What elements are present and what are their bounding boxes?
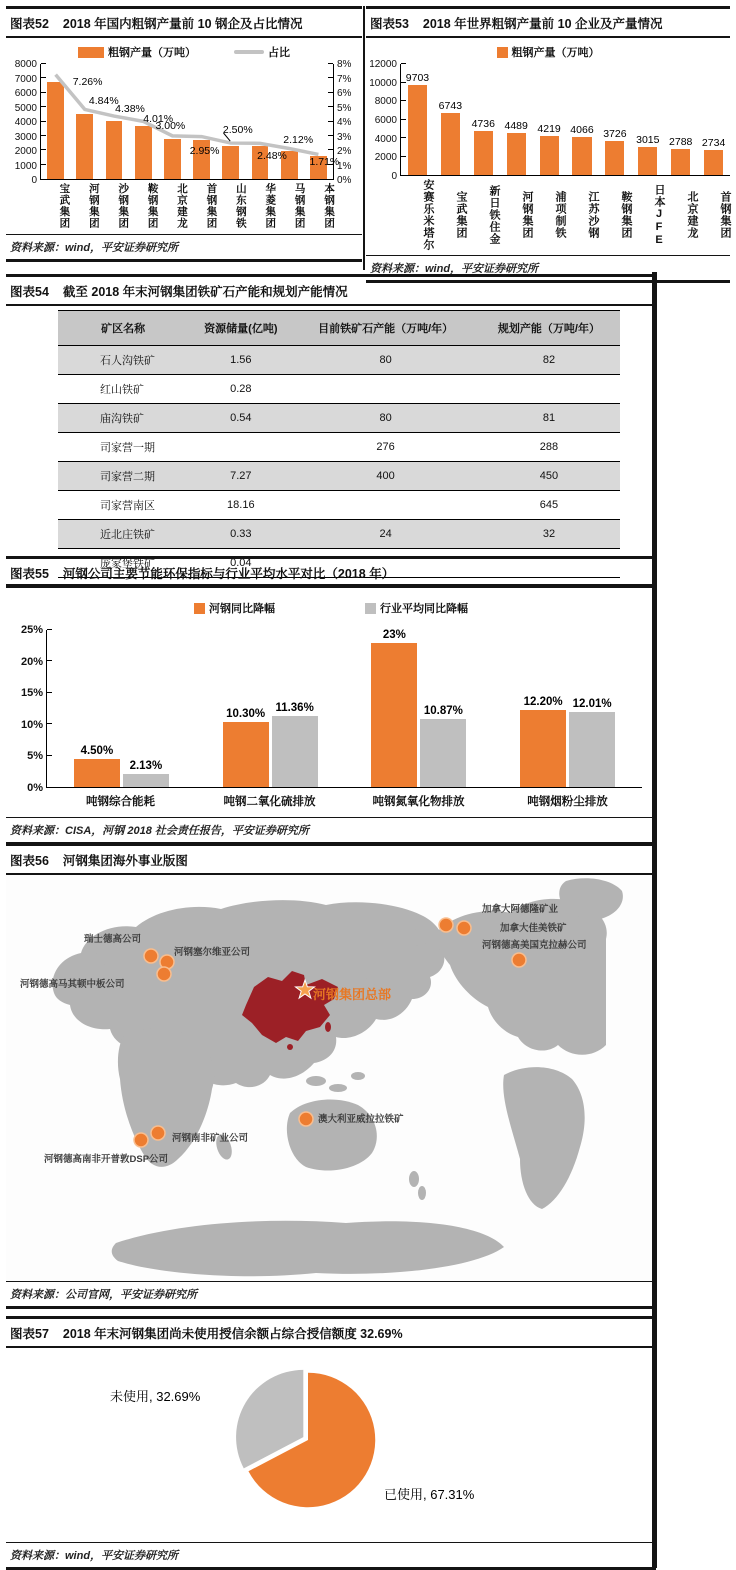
y-axis-tick: 8000 xyxy=(374,96,397,108)
pie-svg xyxy=(222,1354,394,1526)
table-cell: 82 xyxy=(478,346,620,375)
axis-tick-mark xyxy=(47,692,52,693)
chart52 xyxy=(6,59,362,186)
y-axis-tick: 0 xyxy=(391,171,397,182)
x-axis-category: 吨钢氮氧化物排放 xyxy=(372,796,465,808)
bar-slot xyxy=(434,64,467,175)
y-axis-tick: 2000 xyxy=(374,152,397,164)
source-note: 资料来源：wind，平安证券研究所 xyxy=(366,255,730,283)
y-axis-tick: 10000 xyxy=(369,77,397,89)
bar-value-label: 4489 xyxy=(504,120,528,133)
bar-value-label: 4066 xyxy=(570,124,594,137)
bar-slot xyxy=(598,64,631,175)
axis-tick-mark xyxy=(401,119,406,120)
bar xyxy=(371,643,417,787)
bar-value-label: 4736 xyxy=(471,118,495,131)
table-cell: 红山铁矿 xyxy=(58,375,188,404)
table-cell: 近北庄铁矿 xyxy=(58,520,188,549)
table-cell: 1.56 xyxy=(188,346,293,375)
section-tag: 图表52 xyxy=(10,17,49,31)
bar-group xyxy=(47,630,196,787)
x-axis-category: 山东钢铁 xyxy=(234,183,247,229)
bar-group xyxy=(493,630,642,787)
axis-tick-mark xyxy=(47,629,52,630)
y-axis-tick: 10% xyxy=(20,718,43,731)
section-tag: 图表57 xyxy=(10,1327,49,1341)
chart52-x-axis-labels xyxy=(40,183,334,229)
map-site-label: 河钢德高美国克拉赫公司 xyxy=(482,940,587,951)
y-axis-tick: 3000 xyxy=(14,131,37,143)
y-axis-tick: 5% xyxy=(27,750,43,763)
y-axis-tick: 25% xyxy=(20,624,43,636)
section-tag: 图表55 xyxy=(10,567,49,581)
bar xyxy=(638,147,657,175)
source-note: 资料来源：wind，平安证券研究所 xyxy=(6,234,362,262)
legend-item-production xyxy=(78,44,196,60)
bar-value-label: 3015 xyxy=(636,134,660,147)
table-row xyxy=(58,375,620,404)
map-site-label: 河钢德高南非开普敦DSP公司 xyxy=(44,1154,169,1165)
bar-value-label: 11.36% xyxy=(275,701,314,714)
map-site-label: 加拿大佳美铁矿 xyxy=(500,923,567,934)
y-axis-tick: 1000 xyxy=(14,160,37,172)
legend-item-industry xyxy=(365,600,468,616)
x-axis-category: 河钢集团 xyxy=(521,191,533,239)
source-note: 资料来源：wind，平安证券研究所 xyxy=(6,1542,656,1570)
x-axis-category: 宝武集团 xyxy=(58,183,71,229)
legend-label: 占比 xyxy=(268,47,290,59)
site-marker-icon xyxy=(439,918,453,932)
site-marker-icon xyxy=(134,1133,148,1147)
section-tag: 图表54 xyxy=(10,285,49,299)
x-axis-category: 河钢集团 xyxy=(87,183,100,229)
chart52-plot-area xyxy=(40,64,340,180)
bar-value-label: 10.30% xyxy=(226,708,266,721)
table-row xyxy=(58,346,620,375)
section-header-54 xyxy=(6,274,656,306)
bar-value-label: 4.50% xyxy=(80,744,114,757)
iron-ore-capacity-table xyxy=(58,310,620,578)
uk-island xyxy=(91,953,105,973)
source-note: 资料来源：公司官网，平安证券研究所 xyxy=(6,1281,656,1309)
table-row xyxy=(58,433,620,462)
x-axis-category: 新日铁住金 xyxy=(488,185,500,245)
chart53 xyxy=(366,59,730,182)
y-axis-tick: 12000 xyxy=(369,59,397,70)
chart53-x-axis-labels xyxy=(400,179,730,251)
section-title: 2018 年世界粗钢产量前 10 企业及产量情况 xyxy=(422,17,663,31)
y-axis-tick: 4% xyxy=(337,117,352,128)
bar xyxy=(474,131,493,175)
table-cell: 司家营一期 xyxy=(58,433,188,462)
site-marker-icon xyxy=(512,953,526,967)
table-cell: 7.27 xyxy=(188,462,293,491)
bar-group xyxy=(196,630,345,787)
y-axis-tick: 2000 xyxy=(14,146,37,157)
chart52-legend xyxy=(6,44,362,60)
x-axis-category: 宝武集团 xyxy=(455,191,467,239)
table-header-cell: 资源储量(亿吨) xyxy=(188,311,293,346)
bar xyxy=(408,85,427,175)
bar-value-label: 6743 xyxy=(438,99,463,112)
table-cell: 80 xyxy=(293,346,478,375)
table-cell: 32 xyxy=(478,520,620,549)
table-cell: 80 xyxy=(293,404,478,433)
axis-tick-mark xyxy=(401,82,406,83)
bar xyxy=(223,722,269,787)
y-axis-tick: 20% xyxy=(20,655,43,668)
pie-label-unused: 未使用, 32.69% xyxy=(110,1389,201,1404)
section-header-56 xyxy=(6,843,656,875)
bar-slot xyxy=(697,64,730,175)
section-tag: 图表53 xyxy=(370,17,409,31)
site-marker-icon xyxy=(157,967,171,981)
x-axis-category: 华菱集团 xyxy=(264,183,277,229)
x-axis-category: 北京建龙 xyxy=(686,191,698,239)
bar-slot xyxy=(631,64,664,175)
bar-wrapper xyxy=(272,630,318,787)
bar-value-label: 23% xyxy=(382,628,406,641)
bar xyxy=(420,719,466,787)
hainan-island xyxy=(287,1044,293,1050)
bar-value-label: 10.87% xyxy=(423,704,463,717)
chart55 xyxy=(6,624,656,794)
axis-tick-mark xyxy=(401,100,406,101)
table-cell: 司家营二期 xyxy=(58,462,188,491)
table-cell: 450 xyxy=(478,462,620,491)
bar-wrapper xyxy=(520,630,566,787)
gray-line-swatch-icon xyxy=(234,50,264,54)
x-axis-category: 鞍钢集团 xyxy=(146,183,159,229)
legend-label: 粗钢产量（万吨） xyxy=(511,47,600,59)
axis-tick-mark xyxy=(47,755,52,756)
bar xyxy=(74,759,120,787)
table-cell xyxy=(293,491,478,520)
table-cell: 石人沟铁矿 xyxy=(58,346,188,375)
bar-slot xyxy=(533,64,566,175)
line-point-label: 4.38% xyxy=(115,103,145,116)
bar-group xyxy=(345,630,494,787)
line-point-label: 2.50% xyxy=(222,124,253,137)
bar-value-label: 3726 xyxy=(603,127,627,140)
orange-square-swatch-icon xyxy=(194,603,205,614)
hq-label: 河钢集团总部 xyxy=(313,987,392,1002)
y-axis-tick: 0% xyxy=(27,782,43,794)
y-axis-tick: 7% xyxy=(337,73,352,85)
bar xyxy=(704,150,723,175)
section-header-52 xyxy=(6,6,362,38)
y-axis-tick: 5% xyxy=(337,102,352,114)
legend-item-hbis xyxy=(194,600,275,616)
line-point-label: 4.01% xyxy=(143,113,174,126)
panel-table54 xyxy=(6,274,656,587)
y-axis-tick: 3% xyxy=(337,131,352,143)
orange-bar-swatch-icon xyxy=(497,47,508,58)
map-site-label: 瑞士德高公司 xyxy=(84,934,142,945)
table-row xyxy=(58,520,620,549)
x-axis-category: 吨钢综合能耗 xyxy=(86,796,155,808)
bar-slot xyxy=(467,64,500,175)
table-cell: 81 xyxy=(478,404,620,433)
axis-tick-mark xyxy=(401,156,406,157)
credit-pie-chart xyxy=(6,1348,654,1542)
bar xyxy=(569,712,615,787)
chart52-y-axis-left xyxy=(6,59,40,186)
section-title: 河钢集团海外事业版图 xyxy=(62,854,188,868)
world-map xyxy=(6,875,654,1281)
x-axis-category: 北京建龙 xyxy=(176,183,189,229)
section-title: 2018 年国内粗钢产量前 10 钢企及占比情况 xyxy=(62,17,303,31)
chart55-plot-area xyxy=(46,630,642,788)
section-title: 2018 年末河钢集团尚未使用授信余额占综合授信额度 32.69% xyxy=(62,1327,403,1341)
bar xyxy=(272,716,318,787)
panel-chart57 xyxy=(6,1316,656,1570)
x-axis-category: 浦项制铁 xyxy=(554,191,566,239)
section-title: 河钢公司主要节能环保指标与行业平均水平对比（2018 年） xyxy=(62,567,395,581)
line-point-label: 3.00% xyxy=(155,119,186,132)
y-axis-tick: 8% xyxy=(337,59,352,70)
legend-label: 河钢同比降幅 xyxy=(209,603,275,615)
chart53-plot-area xyxy=(400,64,730,176)
table-cell: 645 xyxy=(478,491,620,520)
bar xyxy=(441,113,460,175)
x-axis-category: 鞍钢集团 xyxy=(620,191,632,239)
y-axis-tick: 1% xyxy=(337,160,352,172)
table-cell: 400 xyxy=(293,462,478,491)
south-america-landmass xyxy=(503,1067,584,1209)
x-axis-category: 沙钢集团 xyxy=(117,183,130,229)
table-row xyxy=(58,491,620,520)
legend-item-share xyxy=(234,44,290,60)
map-site-label: 河钢南非矿业公司 xyxy=(172,1133,249,1144)
table-row xyxy=(58,404,620,433)
map-site-label: 河钢德高马其顿中板公司 xyxy=(20,979,125,990)
bar xyxy=(671,149,690,175)
y-axis-tick: 4000 xyxy=(14,117,37,128)
chart55-legend xyxy=(6,600,656,616)
table-cell xyxy=(478,375,620,404)
y-axis-tick: 8000 xyxy=(14,59,37,70)
pie-label-used: 已使用, 67.31% xyxy=(384,1487,475,1502)
x-axis-category: 本钢集团 xyxy=(323,183,336,229)
section-header-57 xyxy=(6,1316,656,1348)
axis-tick-mark xyxy=(401,63,406,64)
table-cell: 0.33 xyxy=(188,520,293,549)
legend-label: 行业平均同比降幅 xyxy=(380,603,468,615)
bar-value-label: 2734 xyxy=(701,136,726,149)
bar-value-label: 9703 xyxy=(405,72,430,85)
section-header-53 xyxy=(366,6,730,38)
source-note: 资料来源：CISA，河钢 2018 社会责任报告，平安证券研究所 xyxy=(6,817,656,845)
bar-wrapper xyxy=(223,630,269,787)
table-header-cell: 规划产能（万吨/年） xyxy=(478,311,620,346)
bar-value-label: 2788 xyxy=(669,136,693,149)
panel-chart53 xyxy=(366,6,730,283)
section-header-55 xyxy=(6,556,656,588)
bar-slot xyxy=(566,64,599,175)
table-cell: 18.16 xyxy=(188,491,293,520)
table-header-row xyxy=(58,311,620,346)
table-header-cell: 矿区名称 xyxy=(58,311,188,346)
chart55-x-axis-labels xyxy=(46,793,642,809)
section-title: 截至 2018 年末河钢集团铁矿石产能和规划产能情况 xyxy=(62,285,348,299)
site-marker-icon xyxy=(299,1112,313,1126)
table-cell: 288 xyxy=(478,433,620,462)
x-axis-category: 江苏沙钢 xyxy=(587,191,599,239)
bar-value-label: 12.20% xyxy=(523,696,563,709)
line-point-label: 7.26% xyxy=(72,75,103,88)
bar xyxy=(572,137,591,175)
bar-slot xyxy=(664,64,697,175)
page-right-rule xyxy=(652,272,657,1568)
table-cell: 0.54 xyxy=(188,404,293,433)
bar-slot xyxy=(500,64,533,175)
line-point-label: 1.71% xyxy=(309,156,340,169)
axis-tick-mark xyxy=(47,660,52,661)
line-point-label: 4.84% xyxy=(88,95,119,108)
bar-value-label: 12.01% xyxy=(572,697,612,710)
orange-bar-swatch-icon xyxy=(78,47,104,58)
site-marker-icon xyxy=(457,921,471,935)
legend-label: 粗钢产量（万吨） xyxy=(108,47,196,59)
table-cell: 庞家堡铁矿 xyxy=(58,549,188,578)
chart55-y-axis xyxy=(6,624,46,794)
chart52-y-axis-right xyxy=(334,59,362,186)
bar-wrapper xyxy=(123,630,169,787)
x-axis-category: 安赛乐米塔尔 xyxy=(422,179,434,251)
legend-item-production xyxy=(497,44,600,60)
table-cell: 276 xyxy=(293,433,478,462)
table-cell: 24 xyxy=(293,520,478,549)
x-axis-category: 日本JFE xyxy=(653,183,665,247)
panel-divider xyxy=(363,6,365,270)
y-axis-tick: 6000 xyxy=(374,115,397,126)
x-axis-category: 首钢集团 xyxy=(205,183,218,229)
map-site-label: 河钢塞尔维亚公司 xyxy=(174,947,251,958)
bar xyxy=(123,774,169,787)
table-row xyxy=(58,462,620,491)
y-axis-tick: 2% xyxy=(337,146,352,157)
x-axis-category: 吨钢二氧化硫排放 xyxy=(223,796,316,808)
y-axis-tick: 6% xyxy=(337,88,352,99)
bar-value-label: 2.13% xyxy=(129,759,163,772)
bar xyxy=(605,141,624,175)
antarctica-landmass xyxy=(112,1221,504,1276)
table-cell: 0.04 xyxy=(188,549,293,578)
chart53-y-axis xyxy=(366,59,400,182)
x-axis-category: 吨钢烟粉尘排放 xyxy=(527,796,608,808)
map-site-label: 澳大利亚威拉拉铁矿 xyxy=(318,1114,404,1125)
africa-landmass xyxy=(118,1029,214,1167)
gray-square-swatch-icon xyxy=(365,603,376,614)
y-axis-tick: 6000 xyxy=(14,88,37,99)
bar xyxy=(507,133,526,175)
axis-tick-mark xyxy=(401,137,406,138)
bar xyxy=(520,710,566,787)
bar-wrapper xyxy=(569,630,615,787)
y-axis-tick: 0 xyxy=(31,175,37,186)
bar xyxy=(540,136,559,175)
panel-chart52 xyxy=(6,6,362,262)
line-point-label: 2.95% xyxy=(189,144,220,157)
table-cell: 庙沟铁矿 xyxy=(58,404,188,433)
y-axis-tick: 0% xyxy=(337,175,352,186)
axis-tick-mark xyxy=(47,723,52,724)
bar-wrapper xyxy=(74,630,120,787)
table-cell xyxy=(293,375,478,404)
site-marker-icon xyxy=(151,1126,165,1140)
line-point-label: 2.48% xyxy=(257,150,287,163)
table-header-cell: 目前铁矿石产能（万吨/年） xyxy=(293,311,478,346)
y-axis-tick: 5000 xyxy=(14,102,37,114)
x-axis-category: 首钢集团 xyxy=(719,191,731,239)
y-axis-tick: 7000 xyxy=(14,73,37,85)
x-axis-category: 马钢集团 xyxy=(293,183,306,229)
line-point-label: 2.12% xyxy=(283,133,314,146)
table-cell xyxy=(188,433,293,462)
panel-map56 xyxy=(6,843,656,1309)
bar-wrapper xyxy=(371,630,417,787)
taiwan-island xyxy=(325,1022,331,1032)
bar-value-label: 4219 xyxy=(537,122,561,135)
chart53-legend xyxy=(366,44,730,60)
site-marker-icon xyxy=(144,949,158,963)
panel-chart55 xyxy=(6,556,656,845)
section-tag: 图表56 xyxy=(10,854,49,868)
table-cell: 0.28 xyxy=(188,375,293,404)
map-site-label: 加拿大阿德隆矿业 xyxy=(482,904,559,915)
table-cell: 司家营南区 xyxy=(58,491,188,520)
y-axis-tick: 15% xyxy=(20,687,43,700)
y-axis-tick: 4000 xyxy=(374,133,397,145)
bar-wrapper xyxy=(420,630,466,787)
